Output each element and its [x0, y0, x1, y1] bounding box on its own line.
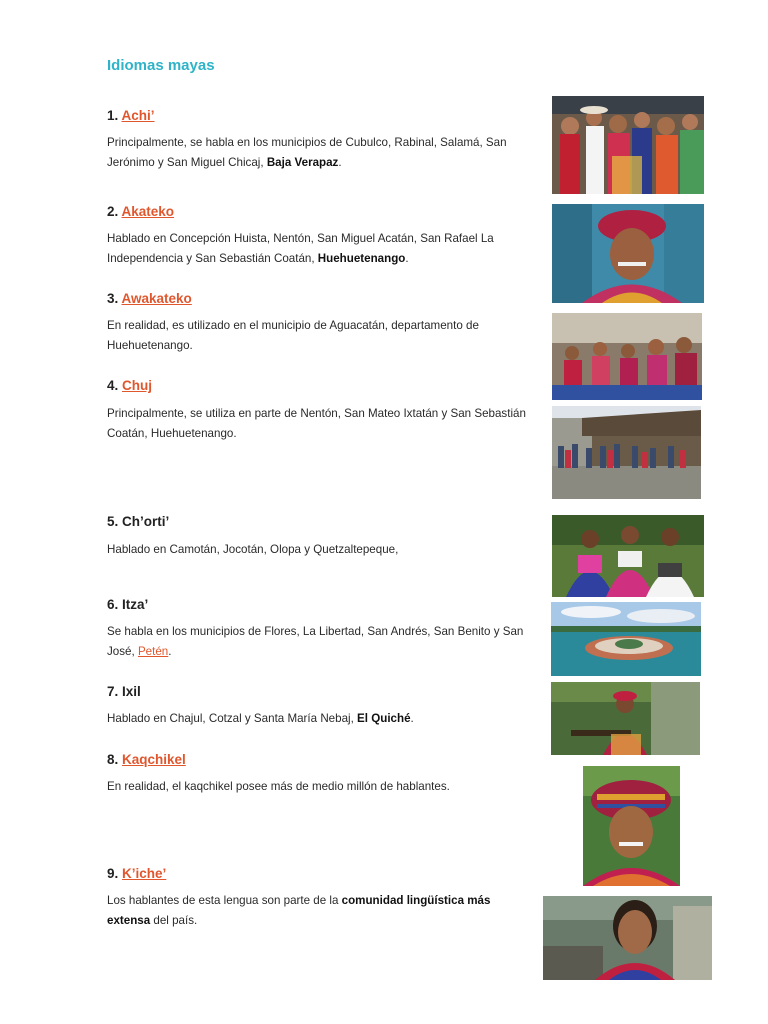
link-peten[interactable]: Petén — [137, 645, 169, 658]
three-women-photo — [552, 515, 704, 597]
heading-ixil — [107, 684, 141, 699]
item-number: 8. — [107, 752, 119, 767]
item-number: 3. — [107, 291, 119, 306]
item-number: 2. — [107, 204, 119, 219]
item-name: Ch’orti’ — [122, 514, 170, 529]
heading-awakateko — [107, 291, 192, 306]
island-town-photo — [551, 602, 701, 676]
desc-chorti: Hablado en Camotán, Jocotán, Olopa y Quetzaltepeque, — [107, 543, 399, 556]
item-number: 9. — [107, 866, 119, 881]
heading-itza — [107, 597, 148, 612]
desc-achi: Principalmente, se habla en los municipios de Cubulco, Rabinal, Salamá, San Jerónimo y San Miguel Chicaj, Baja Verapaz. — [107, 136, 507, 169]
heading-akateko — [107, 204, 174, 219]
item-number: 1. — [107, 108, 119, 123]
link-achi[interactable]: Achi’ — [121, 108, 155, 123]
item-number: 7. — [107, 684, 119, 699]
desc-ixil: Hablado en Chajul, Cotzal y Santa María Nebaj, El Quiché. — [107, 712, 414, 725]
link-chuj[interactable]: Chuj — [122, 378, 153, 393]
heading-chorti — [107, 514, 169, 529]
desc-kiche: Los hablantes de esta lengua son parte de la comunidad lingüística más extensa del país. — [107, 894, 491, 927]
link-kaqchikel[interactable]: Kaqchikel — [122, 752, 186, 767]
group-of-people-photo — [552, 96, 704, 194]
smiling-woman-photo — [552, 204, 704, 303]
heading-kaqchikel — [107, 752, 186, 767]
item-number: 4. — [107, 378, 119, 393]
village-crowd-photo — [552, 406, 701, 499]
heading-chuj — [107, 378, 152, 393]
link-akateko[interactable]: Akateko — [121, 204, 175, 219]
desc-itza: Se habla en los municipios de Flores, La Libertad, San Andrés, San Benito y San José, Petén. — [107, 625, 524, 658]
desc-awakateko: En realidad, es utilizado en el municipio de Aguacatán, departamento de Huehuetenango. — [107, 319, 479, 352]
woman-headwrap-photo — [583, 766, 680, 886]
desc-chuj: Principalmente, se utiliza en parte de Nentón, San Mateo Ixtatán y San Sebastián Coatán, Huehuetenango. — [107, 407, 526, 440]
link-awakateko[interactable]: Awakateko — [121, 291, 192, 306]
heading-kiche — [107, 866, 166, 881]
desc-kaqchikel: En realidad, el kaqchikel posee más de medio millón de hablantes. — [107, 780, 450, 793]
item-name: Itza’ — [122, 597, 149, 612]
women-seated-photo — [552, 313, 702, 400]
item-name: Ixil — [122, 684, 141, 699]
heading-achi — [107, 108, 155, 123]
weaver-woman-photo — [551, 682, 700, 755]
page-title: Idiomas mayas — [107, 57, 215, 74]
desc-akateko: Hablado en Concepción Huista, Nentón, San Miguel Acatán, San Rafael La Independencia y San Sebastián Coatán, Huehuetenango. — [107, 232, 494, 265]
girl-portrait-photo — [543, 896, 712, 980]
item-number: 6. — [107, 597, 119, 612]
item-number: 5. — [107, 514, 119, 529]
link-kiche[interactable]: K’iche’ — [122, 866, 167, 881]
